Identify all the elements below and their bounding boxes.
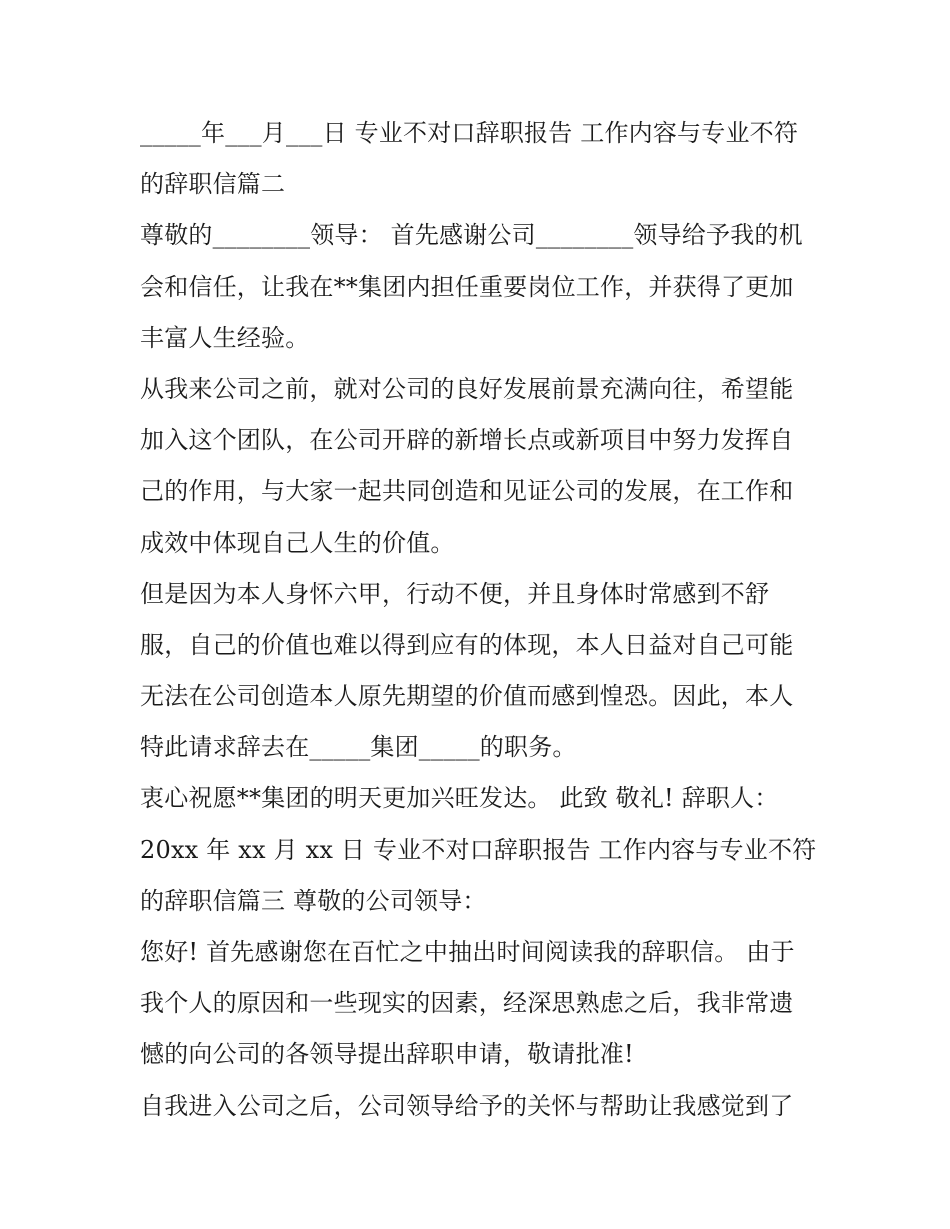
text-line: 无法在公司创造本人原先期望的价值而感到惶恐。因此，本人 bbox=[140, 682, 794, 711]
text-line: 但是因为本人身怀六甲，行动不便，并且身体时常感到不舒 bbox=[140, 579, 770, 608]
text-line: 成效中体现自己人生的价值。 bbox=[140, 528, 455, 557]
text-line: 服，自己的价值也难以得到应有的体现，本人日益对自己可能 bbox=[140, 630, 794, 659]
text-line: 衷心祝愿**集团的明天更加兴旺发达。 此致 敬礼! 辞职人： bbox=[140, 784, 779, 813]
text-line: _____年___月___日 专业不对口辞职报告 工作内容与专业不符 bbox=[140, 119, 799, 147]
document-body bbox=[140, 108, 820, 1132]
text-line: 丰富人生经验。 bbox=[140, 323, 310, 352]
text-line: 憾的向公司的各领导提出辞职申请，敬请批准! bbox=[140, 1040, 634, 1069]
text-line: 加入这个团队，在公司开辟的新增长点或新项目中努力发挥自 bbox=[140, 426, 794, 455]
text-line: 的辞职信篇二 bbox=[140, 170, 286, 199]
text-line: 会和信任，让我在**集团内担任重要岗位工作，并获得了更加 bbox=[140, 272, 794, 301]
text-line: 您好! 首先感谢您在百忙之中抽出时间阅读我的辞职信。 由于 bbox=[140, 938, 795, 966]
text-line: 尊敬的________领导： 首先感谢公司________领导给予我的机 bbox=[140, 221, 803, 250]
text-line: 自我进入公司之后，公司领导给予的关怀与帮助让我感觉到了 bbox=[140, 1091, 794, 1120]
text-line: 我个人的原因和一些现实的因素，经深思熟虑之后，我非常遗 bbox=[140, 989, 794, 1018]
text-line: 特此请求辞去在_____集团_____的职务。 bbox=[140, 733, 577, 762]
text-line: 从我来公司之前，就对公司的良好发展前景充满向往，希望能 bbox=[140, 374, 794, 403]
text-line: 的辞职信篇三 尊敬的公司领导： bbox=[140, 886, 487, 915]
text-line: 己的作用，与大家一起共同创造和见证公司的发展，在工作和 bbox=[140, 477, 794, 506]
text-line: 20xx 年 xx 月 xx 日 专业不对口辞职报告 工作内容与专业不符 bbox=[140, 835, 817, 864]
